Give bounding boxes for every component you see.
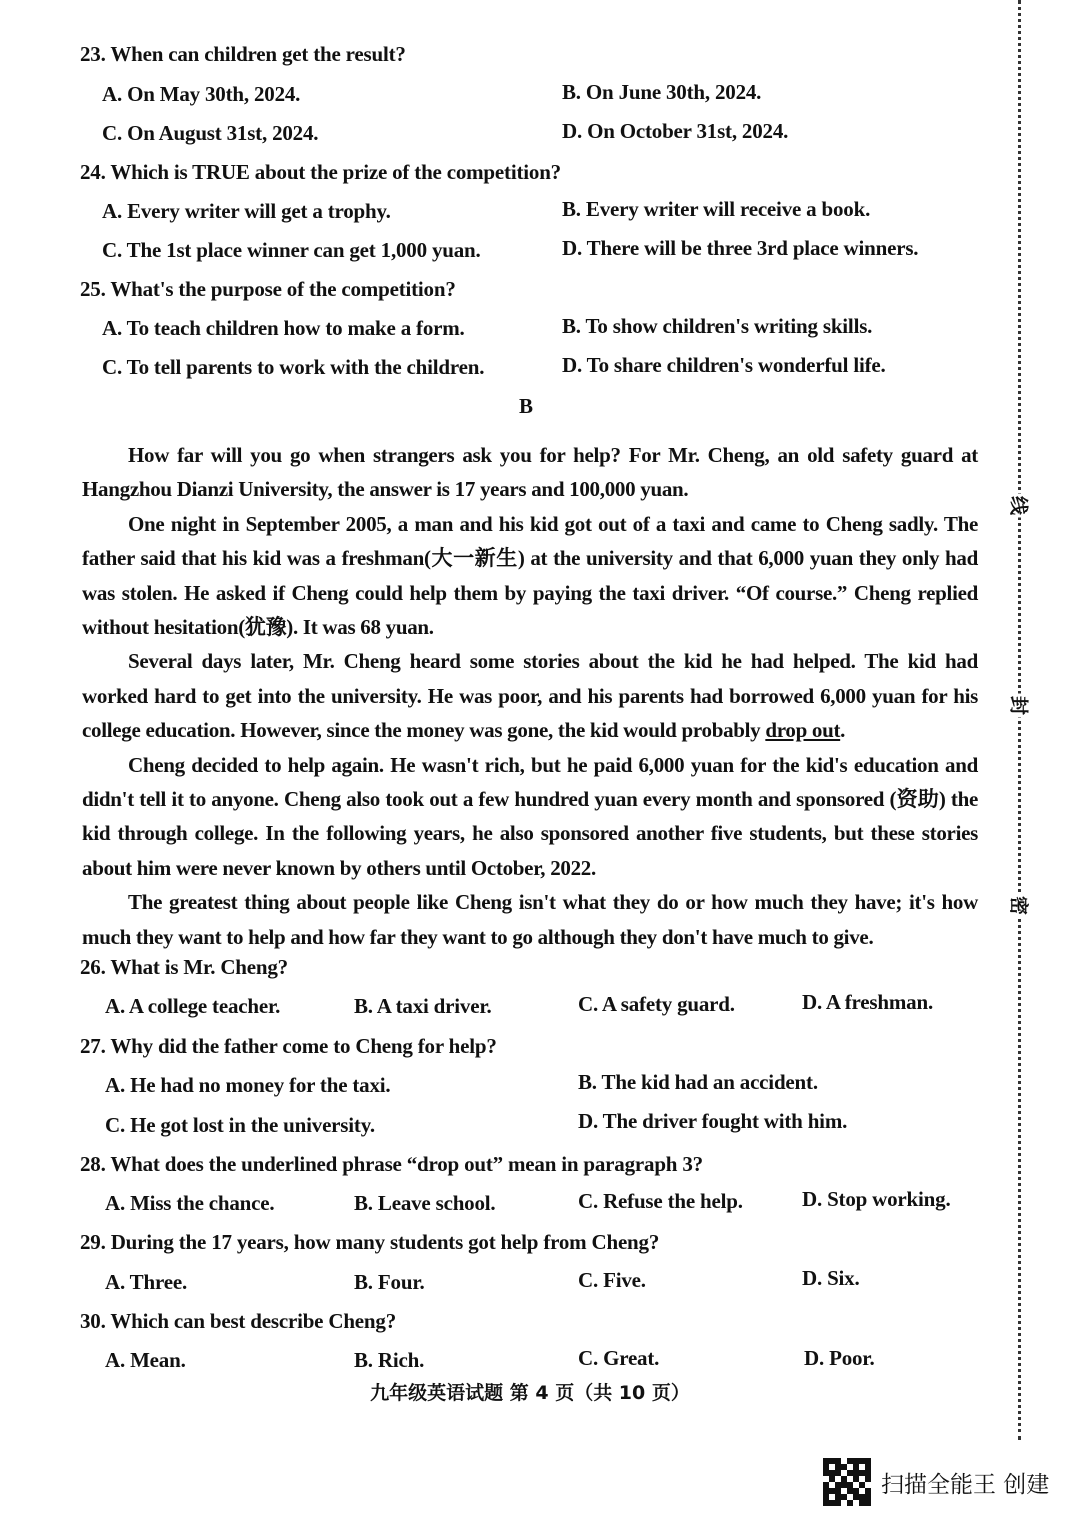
question-30: 30. Which can best describe Cheng? (80, 1309, 397, 1333)
scanner-watermark (823, 1458, 1049, 1506)
option: C. Great. (578, 1346, 660, 1370)
binding-char: 封 (1007, 694, 1034, 718)
dotted-line (1018, 0, 1021, 1440)
option: D. On October 31st, 2024. (562, 119, 789, 143)
option: C. A safety guard. (578, 992, 735, 1016)
paragraph-1: How far will you go when strangers ask you for help? For Mr. Cheng, an old safety guard at Hangzhou Dianzi University, the answer is 17 years and 100,000 yuan. (82, 443, 978, 502)
watermark-text: 扫描全能王 创建 (881, 1471, 1050, 1498)
page-footer: 九年级英语试题 第 4 页（共 10 页） (370, 1382, 690, 1404)
paragraph-5: The greatest thing about people like Cheng isn't what they do or how much they have; it's how much they want to help and how far they want to go although they don't have much to give. (82, 890, 978, 949)
option: C. To tell parents to work with the children. (102, 355, 485, 379)
underlined-phrase: drop out (765, 718, 841, 743)
option: D. To share children's wonderful life. (562, 353, 886, 377)
binding-line (1008, 0, 1032, 1440)
option: A. He had no money for the taxi. (105, 1073, 391, 1097)
option: B. Every writer will receive a book. (562, 197, 871, 221)
option: B. Rich. (354, 1348, 425, 1372)
option: D. Poor. (804, 1346, 875, 1370)
paragraph-4: Cheng decided to help again. He wasn't rich, but he paid 6,000 yuan for the kid's education and didn't tell it to anyone. Cheng also took out a few hundred yuan every month and sponsored (资助) the kid through college. In the following years, he also sponsored another five students, but these stories about him were never known by others until October, 2022. (82, 752, 978, 880)
question-27: 27. Why did the father come to Cheng for help? (80, 1034, 497, 1058)
option: D. A freshman. (802, 990, 933, 1014)
option: B. On June 30th, 2024. (562, 80, 762, 104)
question-26: 26. What is Mr. Cheng? (80, 955, 288, 979)
paragraph-3: Several days later, Mr. Cheng heard some stories about the kid he had helped. The kid had worked hard to get into the university. He was poor, and his parents had borrowed 6,000 yuan for his college education. However, since the money was gone, the kid would probably drop out. (82, 649, 978, 743)
option: D. The driver fought with him. (578, 1109, 848, 1133)
option: A. Every writer will get a trophy. (102, 199, 391, 223)
qr-code-icon (823, 1458, 871, 1506)
question-28: 28. What does the underlined phrase “drop out” mean in paragraph 3? (80, 1152, 703, 1176)
binding-char: 密 (1007, 894, 1034, 918)
option: C. Five. (578, 1268, 646, 1292)
section-label: B (519, 394, 534, 418)
option: C. The 1st place winner can get 1,000 yuan. (102, 238, 481, 262)
option: A. On May 30th, 2024. (102, 82, 301, 106)
option: D. Stop working. (802, 1187, 951, 1211)
question-24: 24. Which is TRUE about the prize of the competition? (80, 160, 561, 184)
option: A. Mean. (105, 1348, 186, 1372)
question-25: 25. What's the purpose of the competition? (80, 277, 456, 301)
option: D. Six. (802, 1266, 860, 1290)
binding-char: 线 (1007, 494, 1034, 518)
option: D. There will be three 3rd place winners. (562, 236, 919, 260)
option: B. The kid had an accident. (578, 1070, 818, 1094)
option: C. Refuse the help. (578, 1189, 743, 1213)
option: C. On August 31st, 2024. (102, 121, 319, 145)
question-29: 29. During the 17 years, how many students got help from Cheng? (80, 1230, 660, 1254)
reading-passage (82, 438, 978, 954)
option: B. Four. (354, 1270, 425, 1294)
option: A. A college teacher. (105, 994, 281, 1018)
option: B. To show children's writing skills. (562, 314, 873, 338)
paragraph-2: One night in September 2005, a man and his kid got out of a taxi and came to Cheng sadly. The father said that his kid was a freshman(大一新生) at the university and that 6,000 yuan they only had was stolen. He asked if Cheng could help them by paying the taxi driver. “Of course.” Cheng replied without hesitation(犹豫). It was 68 yuan. (82, 511, 978, 640)
option: C. He got lost in the university. (105, 1113, 375, 1137)
option: A. Miss the chance. (105, 1191, 275, 1215)
option: A. To teach children how to make a form. (102, 316, 465, 340)
option: A. Three. (105, 1270, 188, 1294)
option: B. A taxi driver. (354, 994, 492, 1018)
question-23: 23. When can children get the result? (80, 42, 406, 66)
option: B. Leave school. (354, 1191, 496, 1215)
